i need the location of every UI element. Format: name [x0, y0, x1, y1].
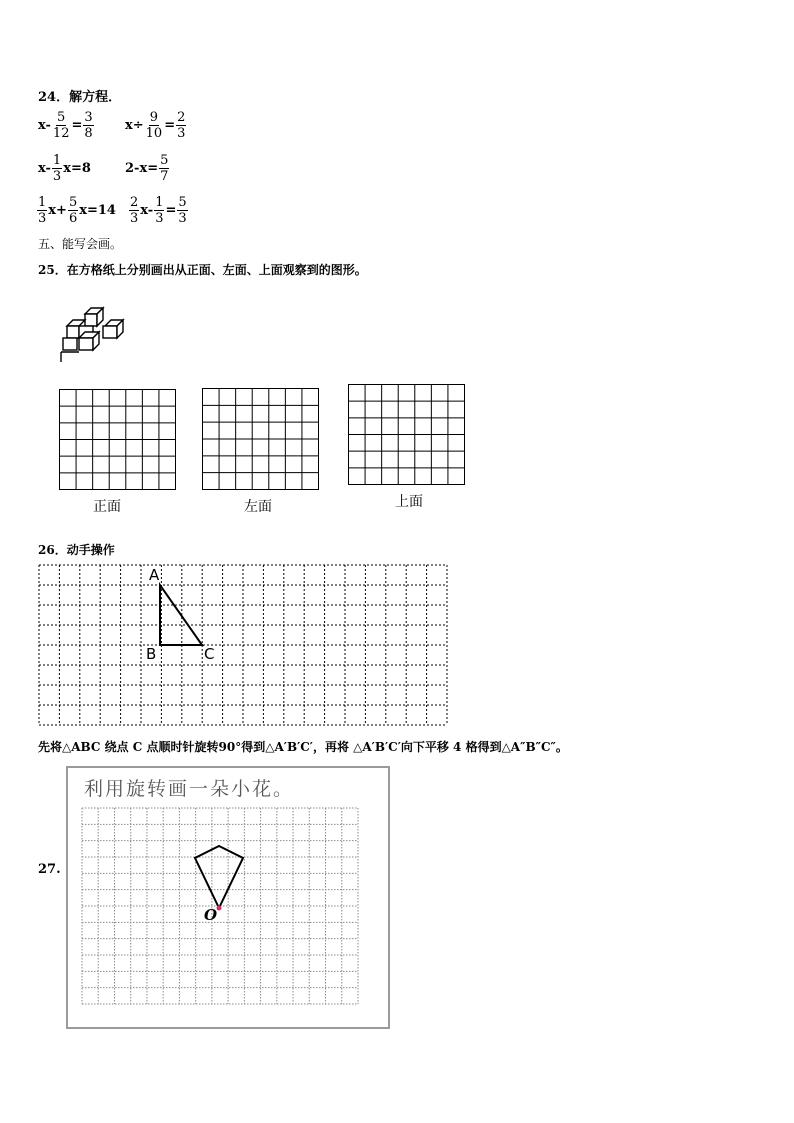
triangle-abc — [160, 585, 202, 645]
dashed-grid-triangle[interactable] — [38, 563, 450, 729]
equation-3: x- $\frac{1}{3}$ x=8 — [38, 153, 91, 184]
point-b-label: B — [146, 645, 157, 663]
q26-instruction: 先将△ABC 绕点 C 点顺时针旋转90°得到△A′B′C′，再将 △A′B′C′向下平移 4 格得到△A″B″C″。 — [38, 740, 568, 754]
label-front: 正面 — [93, 499, 121, 515]
label-left: 左面 — [244, 499, 272, 515]
point-c-label: C — [204, 645, 215, 663]
flower-exercise-box — [66, 766, 390, 1029]
grid-front-view[interactable] — [59, 389, 177, 491]
cube-stack-figure — [55, 300, 135, 365]
equation-4: 2-x= $\frac{5}{7}$ — [125, 153, 169, 184]
q26-title: 26．动手操作 — [38, 543, 115, 557]
point-o-marker — [217, 906, 222, 911]
point-a-label: A — [149, 566, 160, 584]
q27-number: 27. — [38, 862, 61, 877]
flower-grid[interactable] — [80, 806, 372, 1012]
equation-2: x÷ $\frac{9}{10}$ = $\frac{2}{3}$ — [125, 110, 186, 141]
label-top: 上面 — [395, 494, 423, 510]
equation-1: x- $\frac{5}{12}$ = $\frac{3}{8}$ — [38, 110, 93, 141]
grid-left-view[interactable] — [202, 388, 320, 491]
q24-title: 24．解方程． — [38, 90, 122, 105]
section-5-title: 五、能写会画。 — [38, 237, 123, 251]
q25-title: 25．在方格纸上分别画出从正面、左面、上面观察到的图形。 — [38, 263, 367, 277]
kite-shape — [195, 846, 243, 908]
point-o-label: O — [204, 906, 218, 924]
equation-5: $\frac{1}{3}$ x+ $\frac{5}{6}$ x=14 — [38, 195, 116, 226]
grid-top-view[interactable] — [348, 384, 466, 486]
equation-6: $\frac{2}{3}$ x- $\frac{1}{3}$ = $\frac{5}{3}$ — [130, 195, 187, 226]
flower-box-title: 利用旋转画一朵小花。 — [84, 778, 295, 800]
